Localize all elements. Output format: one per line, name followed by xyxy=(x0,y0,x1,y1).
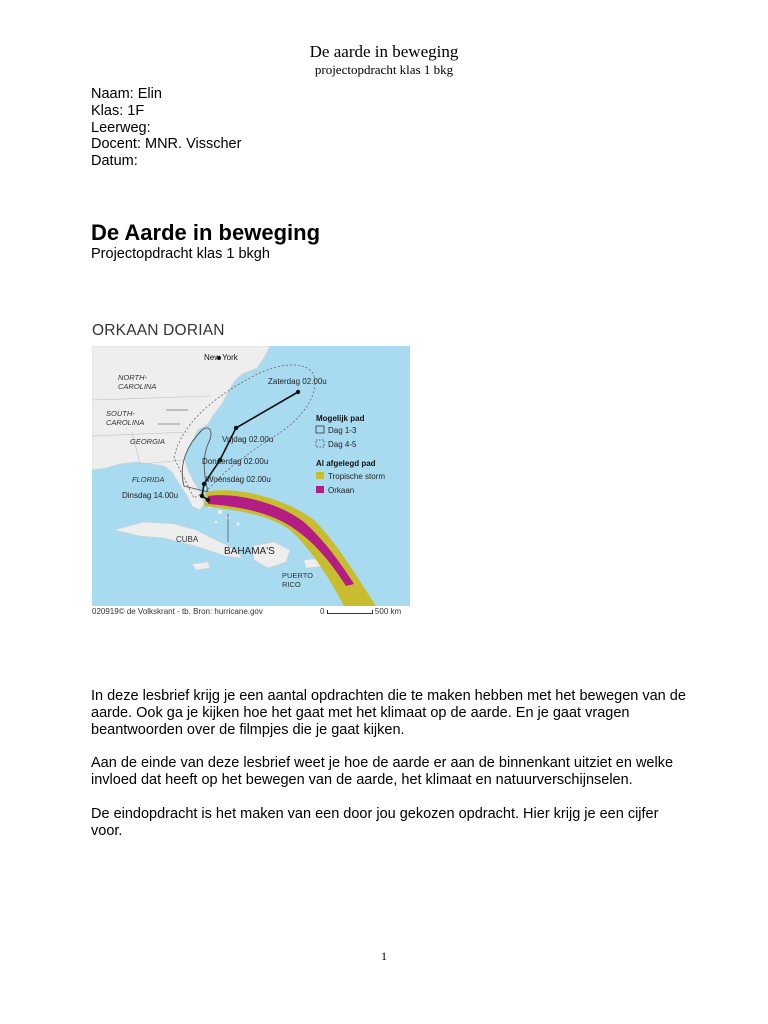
label-cuba: CUBA xyxy=(176,535,199,544)
page-number: 1 xyxy=(381,949,387,963)
body-paragraph: In deze lesbrief krijg je een aantal opdrachten die te maken hebben met het bewegen van de aarde. Ook ga je kijken hoe het gaat met het klimaat op de aarde. En je gaat vragen beantwoorden over de filmpjes die je gaat kijken. xyxy=(91,688,686,738)
map-scale-distance: 500 km xyxy=(374,607,402,616)
student-track: Leerweg: xyxy=(91,119,151,136)
label-new-york: New York xyxy=(204,353,238,362)
student-teacher: Docent: MNR. Visscher xyxy=(91,136,242,153)
legend-hurricane-swatch xyxy=(316,486,324,493)
label-north-carolina: NORTH-CAROLINA xyxy=(118,373,157,391)
map-svg xyxy=(92,346,410,606)
legend-day13: Dag 1-3 xyxy=(328,426,357,435)
map-credit: 020919© de Volkskrant - tb. Bron: hurricane.gov xyxy=(92,607,263,616)
student-class: Klas: 1F xyxy=(91,102,145,119)
hurricane-map xyxy=(92,346,410,606)
body-text xyxy=(91,688,691,857)
label-dinsdag: Dinsdag 14.00u xyxy=(122,491,179,500)
label-vrijdag: Vrijdag 02.00u xyxy=(222,435,274,444)
label-puerto-rico: PUERTO RICO xyxy=(282,571,313,589)
map-scale-zero: 0 xyxy=(320,607,325,616)
label-zaterdag: Zaterdag 02.00u xyxy=(268,377,327,386)
body-paragraph: De eindopdracht is het maken van een door jou gekozen opdracht. Hier krijg je een cijfer voor. xyxy=(91,805,659,839)
document-title: De Aarde in beweging xyxy=(91,220,321,245)
legend-tropical-swatch xyxy=(316,472,324,479)
legend-tropical: Tropische storm xyxy=(328,472,386,481)
header-title: De aarde in beweging xyxy=(309,42,459,61)
page-header xyxy=(0,42,768,77)
body-paragraph: Aan de einde van deze lesbrief weet je hoe de aarde er aan de binnenkant uitziet en welke invloed dat heeft op het bewegen van de aarde, het klimaat en natuurverschijnselen. xyxy=(91,755,674,789)
map-scale xyxy=(320,607,401,616)
student-info xyxy=(91,86,241,170)
label-georgia: GEORGIA xyxy=(130,437,166,446)
map-caption: ORKAAN DORIAN xyxy=(92,322,225,339)
map-scale-bar xyxy=(327,610,373,614)
label-south-carolina: SOUTH-CAROLINA xyxy=(106,409,145,427)
label-donderdag: Donderdag 02.00u xyxy=(202,457,269,466)
document-subtitle: Projectopdracht klas 1 bkgh xyxy=(91,246,270,262)
label-florida: FLORIDA xyxy=(132,475,165,484)
legend-possible-title: Mogelijk pad xyxy=(316,414,365,423)
student-date: Datum: xyxy=(91,153,138,170)
label-bahamas: BAHAMA'S xyxy=(224,546,275,557)
legend-hurricane: Orkaan xyxy=(328,486,355,495)
label-woensdag: Woensdag 02.00u xyxy=(206,475,271,484)
student-name: Naam: Elin xyxy=(91,86,162,102)
header-subtitle: projectopdracht klas 1 bkg xyxy=(314,62,454,77)
legend-traveled-title: Al afgelegd pad xyxy=(316,459,376,468)
legend-day45: Dag 4-5 xyxy=(328,440,357,449)
